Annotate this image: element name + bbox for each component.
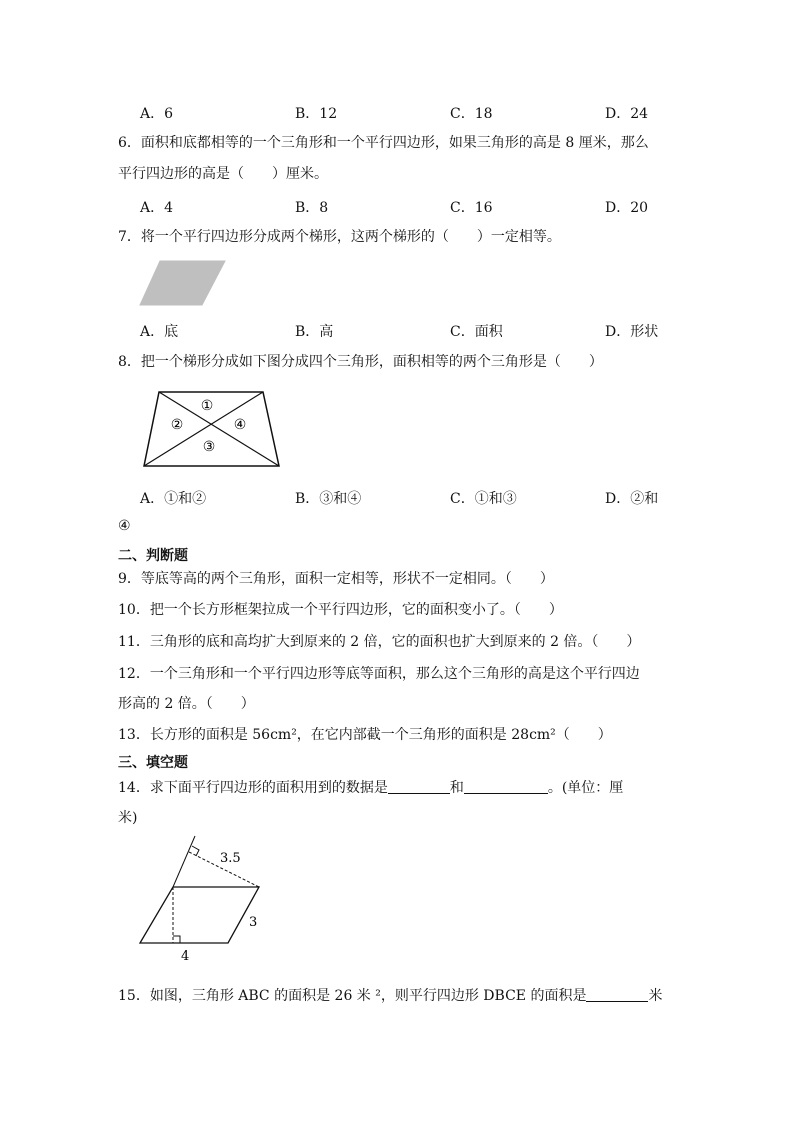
q5-option-a: A．6 <box>140 106 174 122</box>
q5-option-b: B．12 <box>295 106 338 122</box>
gray-parallelogram <box>140 261 225 305</box>
q15-blank[interactable] <box>586 987 648 1002</box>
q14-label-top: 3.5 <box>220 851 241 866</box>
q8-option-d-wrap: ④ <box>118 518 131 534</box>
region-label-4: ④ <box>233 417 247 433</box>
q8-option-a: A．①和② <box>140 491 207 507</box>
q7-option-c: C．面积 <box>450 324 503 340</box>
region-label-2: ② <box>170 417 184 433</box>
q14-right-angle-top <box>192 846 199 856</box>
q14-suffix: 。(单位：厘 <box>547 780 624 796</box>
q14-side-extension <box>173 836 195 887</box>
q9-text: 9．等底等高的两个三角形，面积一定相等，形状不一定相同。（ ） <box>118 571 554 587</box>
q6-option-a: A．4 <box>140 200 174 216</box>
q8-option-d: D．②和 <box>605 491 659 507</box>
q13-text: 13．长方形的面积是 56cm²，在它内部截一个三角形的面积是 28cm²（ ） <box>118 727 612 743</box>
section-2-title: 二、判断题 <box>118 548 188 564</box>
q14-parallelogram <box>140 887 259 943</box>
q6-option-c: C．16 <box>450 200 493 216</box>
q14-right-angle-bottom <box>173 936 180 943</box>
q12-line2: 形高的 2 倍。（ ） <box>118 696 255 712</box>
region-label-3: ③ <box>202 439 216 455</box>
q14-blank-1[interactable] <box>388 779 450 794</box>
q14-label-side: 3 <box>249 915 258 930</box>
q14-line2: 米) <box>118 810 138 826</box>
q5-option-d: D．24 <box>605 106 649 122</box>
q8-option-b: B．③和④ <box>295 491 362 507</box>
q14-parallelogram-figure <box>132 832 272 964</box>
q14-blank-2[interactable] <box>464 779 548 794</box>
q11-text: 11．三角形的底和高均扩大到原来的 2 倍，它的面积也扩大到原来的 2 倍。（ ） <box>118 634 641 650</box>
q6-line2: 平行四边形的高是（ ）厘米。 <box>118 166 328 182</box>
q12-line1: 12．一个三角形和一个平行四边形等底等面积，那么这个三角形的高是这个平行四边 <box>118 666 640 682</box>
q6-option-b: B．8 <box>295 200 329 216</box>
q7-option-d: D．形状 <box>605 324 659 340</box>
q15-line1 <box>118 986 662 1006</box>
q6-line1: 6．面积和底都相等的一个三角形和一个平行四边形，如果三角形的高是 8 厘米，那么 <box>118 135 649 151</box>
q15-prefix: 15．如图，三角形 ABC 的面积是 26 米 ²，则平行四边形 DBCE 的面积是 <box>118 988 587 1004</box>
parallelogram-figure <box>138 258 228 308</box>
region-label-1: ① <box>200 398 214 414</box>
q7-option-b: B．高 <box>295 324 334 340</box>
q6-option-d: D．20 <box>605 200 649 216</box>
q7-option-a: A．底 <box>140 324 179 340</box>
q14-prefix: 14．求下面平行四边形的面积用到的数据是 <box>118 780 388 796</box>
q8-option-c: C．①和③ <box>450 491 517 507</box>
trapezoid-figure <box>140 388 285 472</box>
q10-text: 10．把一个长方形框架拉成一个平行四边形，它的面积变小了。（ ） <box>118 602 563 618</box>
section-3-title: 三、填空题 <box>118 755 188 771</box>
q15-suffix: 米 <box>648 988 663 1004</box>
q14-line1 <box>118 778 623 798</box>
q14-label-bottom: 4 <box>181 949 190 964</box>
q5-option-c: C．18 <box>450 106 493 122</box>
q7-text: 7．将一个平行四边形分成两个梯形，这两个梯形的（ ）一定相等。 <box>118 229 561 245</box>
q14-middle: 和 <box>449 780 464 796</box>
q8-text: 8．把一个梯形分成如下图分成四个三角形，面积相等的两个三角形是（ ） <box>118 354 603 370</box>
